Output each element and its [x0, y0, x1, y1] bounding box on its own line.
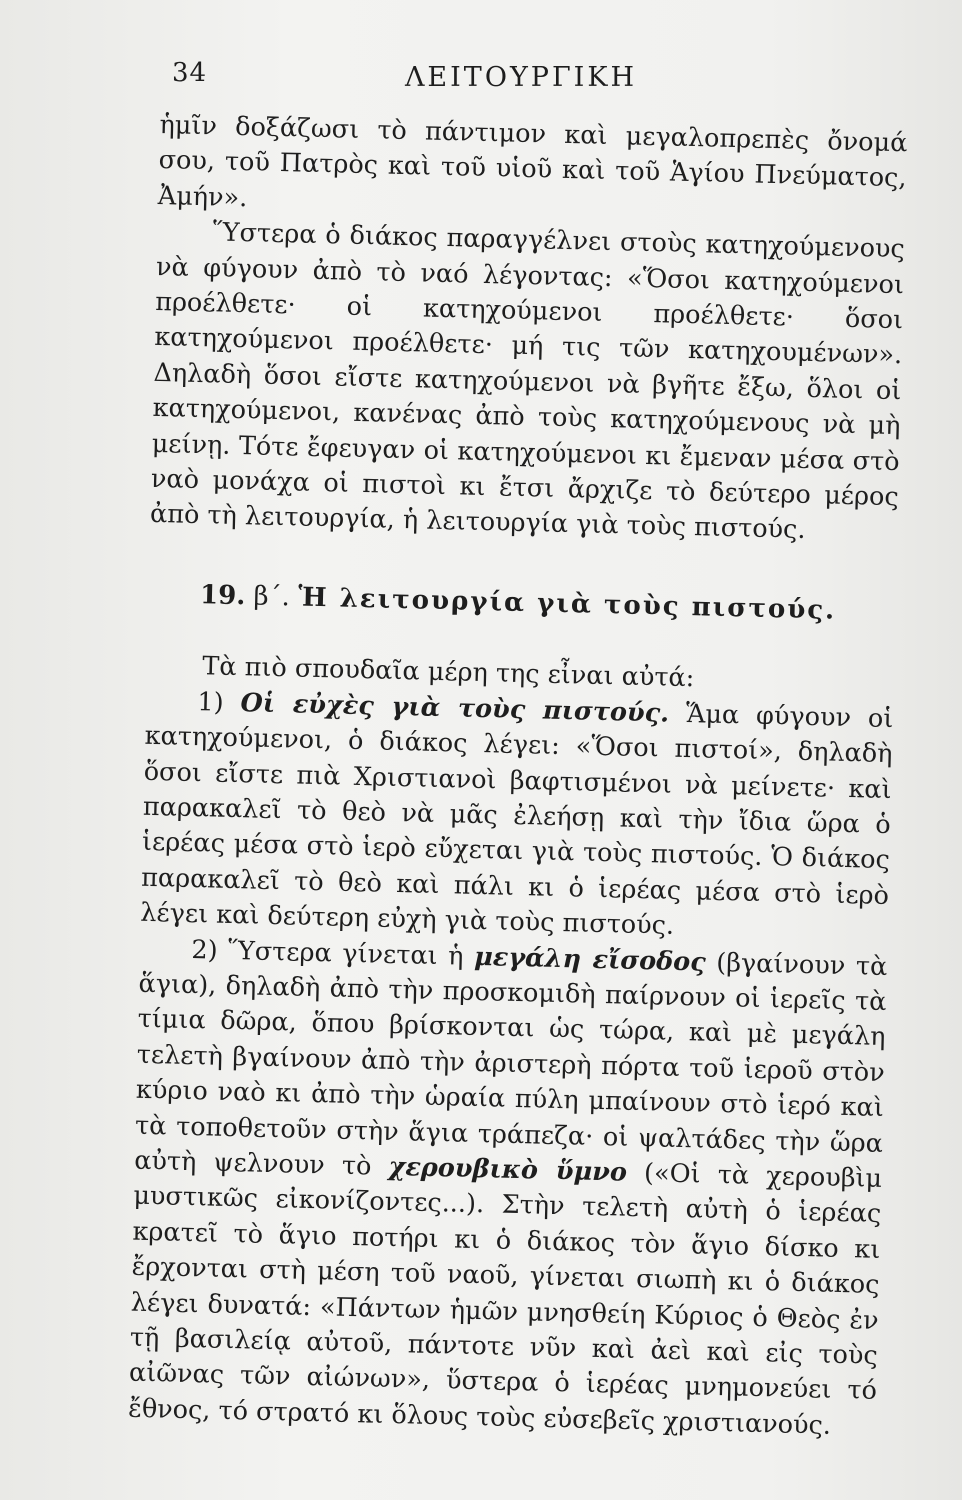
item-text-c: («Οἱ τὰ χερουβὶμ μυστικῶς εἰκονίζοντες...). Στὴν τελετὴ αὐτὴ ὁ ἱερέας κρατεῖ τὸ ἅγιο ποτήρι κι ὁ διάκος τὸν ἅγιο δίσκο κι ἔρχονται στὴ μέση τοῦ ναοῦ, γίνεται σιωπὴ κι ὁ διάκος λέγει δυνατά: «Πάντων ἡμῶν μνησθείη Κύριος ὁ Θεὸς ἐν τῇ βασιλείᾳ αὐτοῦ, πάντοτε νῦν καὶ ἀεὶ καὶ εἰς τοὺς αἰῶνας τῶν αἰώνων», ὕστερα ὁ ἱερέας μνημονεύει τό ἔθνος, τό στρατό κι ὅλους τοὺς εὐσεβεῖς χριστιανούς.	[127, 1157, 883, 1441]
page-header	[160, 58, 882, 98]
item-number: 1)	[197, 686, 225, 718]
paragraph-continuation: ἡμῖν δοξάζωσι τὸ πάντιμον καὶ μεγαλοπρεπὲς ὄνομά σου, τοῦ Πατρὸς καὶ τοῦ υἱοῦ καὶ τοῦ Ἁγίου Πνεύματος, Ἀμήν».	[157, 109, 908, 213]
item-heading: μεγάλη εἴσοδος	[473, 941, 707, 978]
item-number: 2)	[191, 934, 218, 966]
section-heading	[148, 577, 897, 631]
section-title: Ἡ λειτουργία γιὰ τοὺς πιστούς.	[297, 582, 837, 626]
list-item-prayers	[140, 684, 894, 950]
body-text	[128, 108, 908, 1445]
running-title: ΛΕΙΤΟΥΡΓΙΚΗ	[404, 62, 638, 93]
section-numeral: β΄.	[253, 581, 291, 613]
paragraph-catechumens: Ὕστερα ὁ διάκος παραγγέλνει στοὺς κατηχούμενους νὰ φύγουν ἀπὸ τὸ ναό λέγοντας: «Ὅσοι κατηχούμενοι προέλθετε· οἱ κατηχούμενοι προέλθετε· ὅσοι κατηχούμενοι προέλθετε· μή τις τῶν κατηχουμένων». Δηλαδὴ ὅσοι εἴστε κατηχούμενοι νὰ βγῆτε ἔξω, ὅλοι οἱ κατηχούμενοι, κανένας ἀπὸ τοὺς κατηχούμενους νὰ μὴ μείνῃ. Τότε ἔφευγαν οἱ κατηχούμενοι κι ἔμεναν μέσα στὸ ναὸ μονάχα οἱ πιστοὶ κι ἔτσι ἄρχιζε τὸ δεύτερο μέρος ἀπὸ τὴ λειτουργία, ἡ λειτουργία γιὰ τοὺς πιστούς.	[149, 217, 906, 546]
item-text-a: Ὕστερα γίνεται ἡ	[217, 935, 475, 972]
item-heading: Οἱ εὐχὲς γιὰ τοὺς πιστούς.	[240, 687, 670, 729]
item-text-b: (βγαίνουν τὰ ἅγια), δηλαδὴ ἀπὸ τὴν προσκομιδὴ παίρνουν οἱ ἱερεῖς τὰ τίμια δῶρα, ὅπου βρίσκονται ὡς τώρα, καὶ μὲ μεγάλη τελετὴ βγαίνουν ἀπὸ τὴν ἀριστερὴ πόρτα τοῦ ἱεροῦ στὸν κύριο ναὸ κι ἀπὸ τὴν ὡραία πύλη μπαίνουν στὸ ἱερό καὶ τὰ τοποθετοῦν στὴν ἅγια τράπεζα· οἱ ψαλτάδες τὴν ὥρα αὐτὴ ψελνουν τὸ	[133, 947, 888, 1182]
item-text: Ἅμα φύγουν οἱ κατηχούμενοι, ὁ διάκος λέγει: «Ὅσοι πιστοί», δηλαδὴ ὅσοι εἴστε πιὰ Χριστιανοὶ βαφτισμένοι νὰ μείνετε· καὶ παρακαλεῖ τὸ θεὸ νὰ μᾶς ἐλεήσῃ καὶ τὴν ἴδια ὥρα ὁ ἱερέας μέσα στὸ ἱερὸ εὔχεται γιὰ τοὺς πιστούς. Ὁ διάκος παρακαλεῖ τὸ θεὸ καὶ πάλι κι ὁ ἱερέας μέσα στὸ ἱερὸ λέγει καὶ δεύτερη εὐχὴ γιὰ τοὺς πιστούς.	[139, 698, 894, 941]
list-item-great-entrance	[128, 931, 888, 1445]
hymn-name: χερουβικὸ ὕμνο	[388, 1151, 628, 1188]
section-number: 19.	[199, 580, 246, 612]
page-number: 34	[172, 58, 208, 88]
paragraph-intro: Τὰ πιὸ σπουδαῖα μέρη της εἶναι αὐτά:	[202, 651, 695, 694]
